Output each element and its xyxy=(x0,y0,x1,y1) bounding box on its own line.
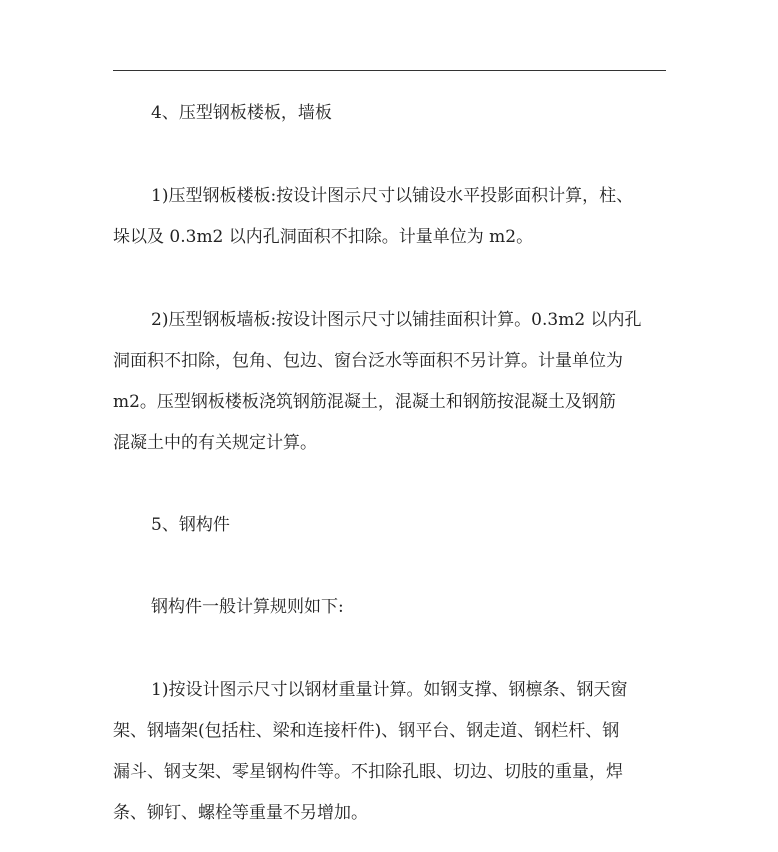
heading-text: 4、压型钢板楼板，墙板 xyxy=(151,103,332,123)
paragraph-line: 架、钢墙架(包括柱、梁和连接杆件)、钢平台、钢走道、钢栏杆、钢 xyxy=(113,721,620,741)
paragraph-line: 条、铆钉、螺栓等重量不另增加。 xyxy=(113,803,368,823)
heading-text: 5、钢构件 xyxy=(151,515,230,535)
paragraph-line: 垛以及 0.3m2 以内孔洞面积不扣除。计量单位为 m2。 xyxy=(113,227,534,247)
paragraph-line: 1)按设计图示尺寸以钢材重量计算。如钢支撑、钢檩条、钢天窗 xyxy=(151,680,628,700)
paragraph-intro xyxy=(113,587,666,628)
paragraph-line: 洞面积不扣除，包角、包边、窗台泛水等面积不另计算。计量单位为 xyxy=(113,351,623,371)
section-heading-4 xyxy=(113,93,666,134)
header-rule xyxy=(113,70,666,71)
paragraph-line: m2。压型钢板楼板浇筑钢筋混凝土，混凝土和钢筋按混凝土及钢筋 xyxy=(113,392,616,412)
section-heading-5 xyxy=(113,505,666,546)
paragraph-line: 混凝土中的有关规定计算。 xyxy=(113,433,317,453)
paragraph-line: 漏斗、钢支架、零星钢构件等。不扣除孔眼、切边、切肢的重量，焊 xyxy=(113,762,623,782)
paragraph-line: 1)压型钢板楼板:按设计图示尺寸以铺设水平投影面积计算，柱、 xyxy=(151,186,634,206)
paragraph-line: 钢构件一般计算规则如下: xyxy=(151,597,344,617)
paragraph-floor-slab xyxy=(113,176,666,258)
paragraph-steel-members xyxy=(113,670,666,834)
paragraph-wall-panel xyxy=(113,300,666,464)
paragraph-line: 2)压型钢板墙板:按设计图示尺寸以铺挂面积计算。0.3m2 以内孔 xyxy=(151,310,642,330)
